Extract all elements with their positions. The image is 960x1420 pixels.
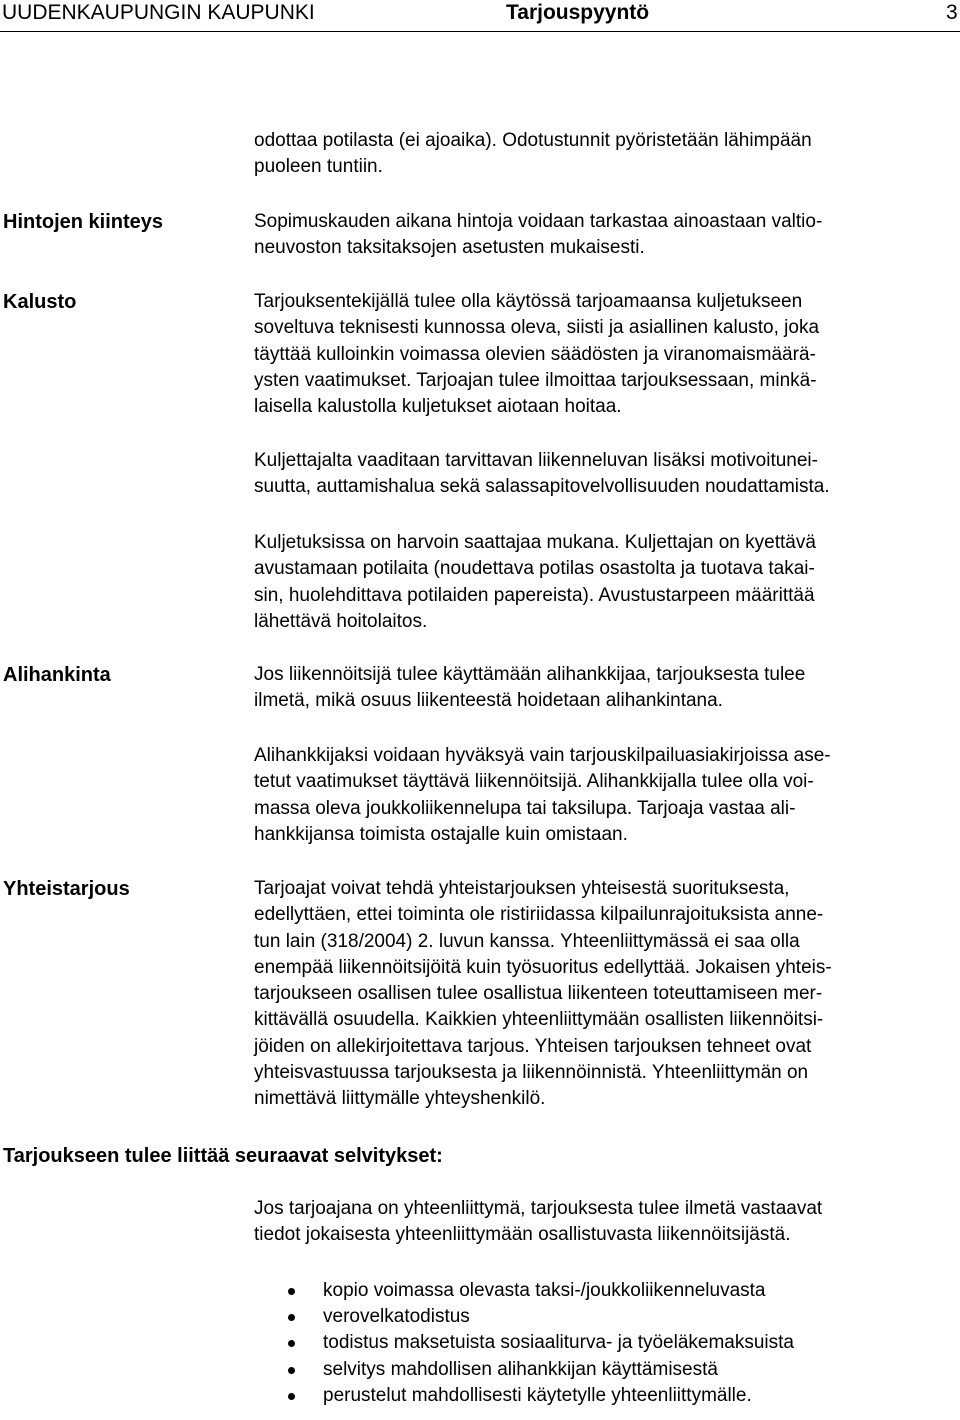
list-item-text: kopio voimassa olevasta taksi-/joukkoliikenneluvasta <box>323 1280 766 1301</box>
paragraph-kalusto-1: Tarjouksentekijällä tulee olla käytössä tarjoamaansa kuljetukseen soveltuva teknisesti kunnossa oleva, siisti ja asiallinen kalusto, joka täyttää kulloinkin voimassa olevien säädösten ja viranomaismäärä- ysten vaatimukset. Tarjoajan tulee ilmoittaa tarjouksessaan, minkä- laisella kalustolla kuljetukset aiotaan hoitaa. <box>254 291 820 418</box>
paragraph-alihankinta-1: Jos liikennöitsijä tulee käyttämään alihankkijaa, tarjouksesta tulee ilmetä, mikä osuus liikenteestä hoidetaan alihankintana. <box>254 664 806 712</box>
paragraph-alihankinta-2: Alihankkijaksi voidaan hyväksyä vain tarjouskilpailuasiakirjoissa ase- tetut vaatimukset täyttävä liikennöitsijä. Alihankkijalla tulee olla voi- massa oleva joukkoliikennelupa tai taksilupa. Tarjoaja vastaa ali- hankkijansa toimista ostajalle kuin omistaan. <box>254 745 831 845</box>
list-item <box>254 1357 954 1383</box>
header-organization: UUDENKAUPUNGIN KAUPUNKI <box>2 1 315 24</box>
list-item-text: selvitys mahdollisen alihankkijan käyttämisestä <box>323 1358 718 1380</box>
list-item <box>254 1304 954 1330</box>
list-item-text: todistus maksetuista sosiaaliturva- ja työeläkemaksuista <box>323 1332 794 1354</box>
bullet-icon <box>288 1340 295 1347</box>
label-kalusto: Kalusto <box>3 291 77 313</box>
header-document-title: Tarjouspyyntö <box>506 1 650 24</box>
intro-paragraph: odottaa potilasta (ei ajoaika). Odotustunnit pyöristetään lähimpään puoleen tuntiin. <box>254 130 812 178</box>
paragraph-hintojen-kiinteys: Sopimuskauden aikana hintoja voidaan tarkastaa ainoastaan valtio- neuvoston taksitaksojen asetusten mukaisesti. <box>254 211 823 259</box>
label-hintojen-kiinteys: Hintojen kiinteys <box>3 211 164 233</box>
bullet-icon <box>288 1367 295 1374</box>
paragraph-kalusto-2: Kuljettajalta vaaditaan tarvittavan liikenneluvan lisäksi motivoitunei- suutta, auttamishalua sekä salassapitovelvollisuuden noudattamista. <box>254 450 830 498</box>
header-page-number: 3 <box>946 1 958 24</box>
label-alihankinta: Alihankinta <box>3 664 111 686</box>
attachments-list <box>254 1278 954 1409</box>
label-yhteistarjous: Yhteistarjous <box>3 878 130 900</box>
paragraph-liitteet: Jos tarjoajana on yhteenliittymä, tarjouksesta tulee ilmetä vastaavat tiedot jokaisesta yhteenliittymään osallistuvasta liikennöitsijästä. <box>254 1198 823 1246</box>
list-item-text: perustelut mahdollisesti käytetylle yhteenliittymälle. <box>323 1384 752 1406</box>
bullet-icon <box>288 1393 295 1400</box>
header-divider <box>0 31 960 32</box>
paragraph-yhteistarjous: Tarjoajat voivat tehdä yhteistarjouksen yhteisestä suorituksesta, edellyttäen, ettei toiminta ole ristiriidassa kilpailunrajoituksista anne- tun lain (318/2004) 2. luvun kanssa. Yhteenliittymässä ei saa olla enempää liikennöitsijöitä kuin työsuoritus edellyttää. Jokaisen yhteis- tarjoukseen osallisen tulee osallistua liikenteen toteuttamiseen mer- kittävällä osuudella. Kaikkien yhteenliittymään osallisten liikennöitsi- jöiden on allekirjoitettava tarjous. Yhteisen tarjouksen tehneet ovat yhteisvastuussa tarjouksesta ja liikennöinnistä. Yhteenliittymän on nimettävä liittymälle yhteyshenkilö. <box>254 878 832 1110</box>
list-item <box>254 1278 954 1304</box>
bullet-icon <box>288 1288 295 1295</box>
bullet-icon <box>288 1314 295 1321</box>
list-item <box>254 1383 954 1409</box>
paragraph-kalusto-3: Kuljetuksissa on harvoin saattajaa mukana. Kuljettajan on kyettävä avustamaan potilaita (noudettava potilas osastolta ja tuotava takai- sin, huolehdittava potilaiden papereista). Avustustarpeen määrittää lähettävä hoitolaitos. <box>254 532 816 632</box>
list-item-text: verovelkatodistus <box>323 1306 470 1328</box>
heading-liitteet: Tarjoukseen tulee liittää seuraavat selvitykset: <box>3 1145 443 1167</box>
list-item <box>254 1330 954 1356</box>
